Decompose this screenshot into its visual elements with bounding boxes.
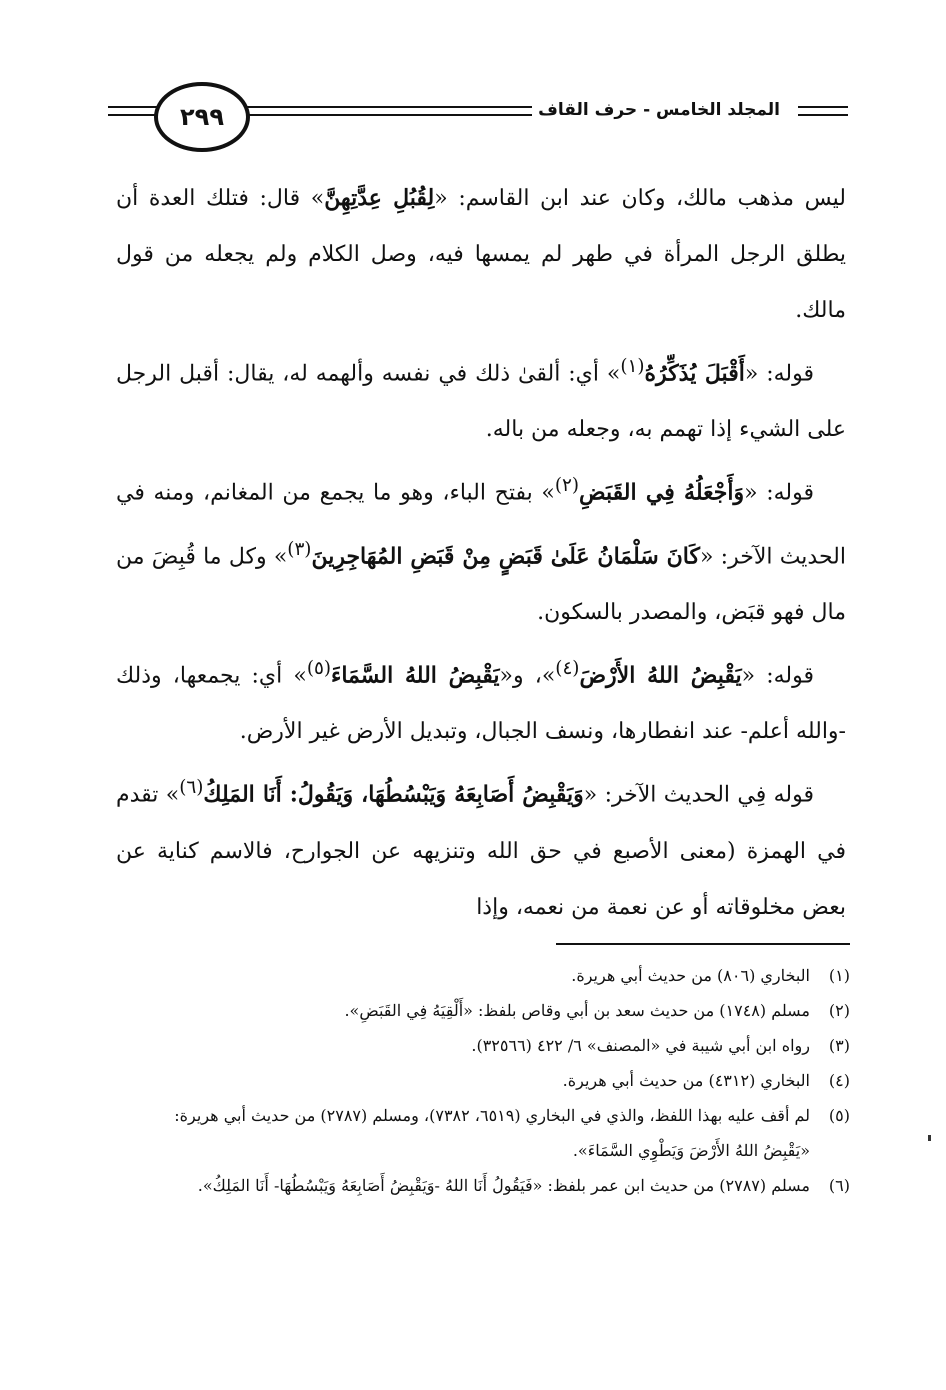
footnote-text: رواه ابن أبي شيبة في «المصنف» ٦/ ٤٢٢ (٣٢٥٦٦). bbox=[471, 1036, 810, 1055]
footnote-6 bbox=[150, 1168, 850, 1203]
footnote-number: (٣) bbox=[828, 1036, 850, 1055]
header-rule-right-top bbox=[798, 106, 848, 108]
footnote-number: (٦) bbox=[828, 1176, 850, 1195]
paragraph-5 bbox=[116, 760, 846, 935]
footnote-2 bbox=[150, 993, 850, 1028]
p3-footnote-ref-1[interactable]: (٢) bbox=[554, 475, 580, 497]
footnote-text: مسلم (١٧٤٨) من حديث سعد بن أبي وقاص بلفظ: «أَلْقِيَهُ فِي القَبَضِ». bbox=[344, 1001, 810, 1020]
p4-quote-1: يَقْبِضُ اللهُ الأَرْضَ bbox=[579, 662, 742, 689]
footnote-text: مسلم (٢٧٨٧) من حديث ابن عمر بلفظ: «فَيَقُولُ أَنَا اللهُ -وَيَقْبِضُ أَصَابِعَهُ وَيَبْسُطُهَا- أَنَا المَلِكُ». bbox=[197, 1176, 810, 1195]
header-rule-right-bottom bbox=[798, 114, 848, 116]
p4-text-3: » أي: يجمعها، وذلك -والله أعلم- عند انفطارها، ونسف الجبال، وتبديل الأرض غير الأرض. bbox=[116, 663, 846, 745]
page-number: ٢٩٩ bbox=[154, 82, 250, 152]
p5-quote-1: وَيَقْبِضُ أَصَابِعَهُ وَيَبْسُطُهَا، وَيَقُولُ: أَنَا المَلِكُ bbox=[203, 781, 584, 808]
p3-quote-2: كَانَ سَلْمَانُ عَلَىٰ قَبَضٍ مِنْ قَبَضِ المُهَاجِرِينَ bbox=[311, 542, 700, 569]
p2-footnote-ref[interactable]: (١) bbox=[620, 356, 645, 377]
paragraph-2 bbox=[116, 339, 846, 458]
p3-text-3: » وكل ما قُبِضَ من مال فهو قبَض، والمصدر بالسكون. bbox=[116, 543, 846, 625]
p2-text-2: » أي: ألقىٰ ذلك في نفسه وألهمه له، يقال: أقبل الرجل على الشيء إذا تهمم به، وجعله من باله. bbox=[116, 361, 846, 443]
paragraph-3 bbox=[116, 458, 846, 641]
footnote-number: (٢) bbox=[828, 1001, 850, 1020]
p5-footnote-ref[interactable]: (٦) bbox=[179, 777, 204, 799]
p3-text-1: قوله: « bbox=[744, 480, 814, 506]
p1-text-1: ليس مذهب مالك، وكان عند ابن القاسم: « bbox=[434, 186, 846, 211]
footnotes bbox=[150, 958, 850, 1203]
footnote-separator bbox=[556, 943, 850, 945]
paragraph-1 bbox=[116, 170, 846, 339]
p4-footnote-ref-2[interactable]: (٥) bbox=[306, 657, 331, 679]
footnote-number: (٤) bbox=[828, 1071, 850, 1090]
p5-text-1: قوله فِي الحديث الآخر: « bbox=[583, 782, 814, 808]
p4-quote-2: يَقْبِضُ اللهُ السَّمَاءَ bbox=[331, 662, 500, 689]
footnote-5 bbox=[150, 1098, 850, 1168]
main-text bbox=[116, 170, 846, 936]
p1-quote-1: لِقُبُلِ عِدَّتِهِنَّ bbox=[324, 185, 435, 211]
p5-text-2: » تقدم في الهمزة (معنى الأصبع في حق الله وتنزيهه عن الجوارح، فالاسم كناية عن بعض مخلوقاته أو عن نعمة من نعمه، وإذا bbox=[116, 782, 846, 920]
page-header bbox=[108, 80, 848, 160]
footnote-3 bbox=[150, 1028, 850, 1063]
footnote-number: (١) bbox=[828, 966, 850, 985]
margin-mark bbox=[928, 1135, 931, 1141]
footnote-number: (٥) bbox=[828, 1106, 850, 1125]
p3-text-2: » بفتح الباء، وهو ما يجمع من المغانم، ومنه في الحديث الآخر: « bbox=[116, 480, 846, 569]
footnote-text: البخاري (٤٣١٢) من حديث أبي هريرة. bbox=[562, 1071, 810, 1090]
footnote-4 bbox=[150, 1063, 850, 1098]
p4-text-2: »، و« bbox=[499, 663, 556, 689]
footnote-text: لم أقف عليه بهذا اللفظ، والذي في البخاري (٦٥١٩، ٧٣٨٢)، ومسلم (٢٧٨٧) من حديث أبي هريرة: «يَقْبِضُ اللهُ الأَرْضَ وَيَطْوِي السَّمَاءَ». bbox=[174, 1106, 810, 1160]
paragraph-4 bbox=[116, 641, 846, 760]
p4-footnote-ref-1[interactable]: (٤) bbox=[555, 657, 580, 679]
p4-text-1: قوله: « bbox=[741, 663, 815, 689]
running-title: المجلد الخامس - حرف القاف bbox=[532, 100, 786, 120]
p2-quote-1: أَقْبَلَ يُذَكِّرُهُ bbox=[644, 360, 745, 387]
footnote-text: البخاري (٨٠٦) من حديث أبي هريرة. bbox=[571, 966, 810, 985]
p2-text-1: قوله: « bbox=[744, 361, 815, 387]
p1-text-2: » قال: فتلك العدة أن يطلق الرجل المرأة في طهر لم يمسها فيه، وصل الكلام ولم يجعله من قول مالك. bbox=[116, 186, 846, 323]
footnote-1 bbox=[150, 958, 850, 993]
p3-footnote-ref-2[interactable]: (٣) bbox=[287, 538, 312, 560]
p3-quote-1: وَأَجْعَلُهُ فِي القَبَضِ bbox=[579, 479, 745, 506]
